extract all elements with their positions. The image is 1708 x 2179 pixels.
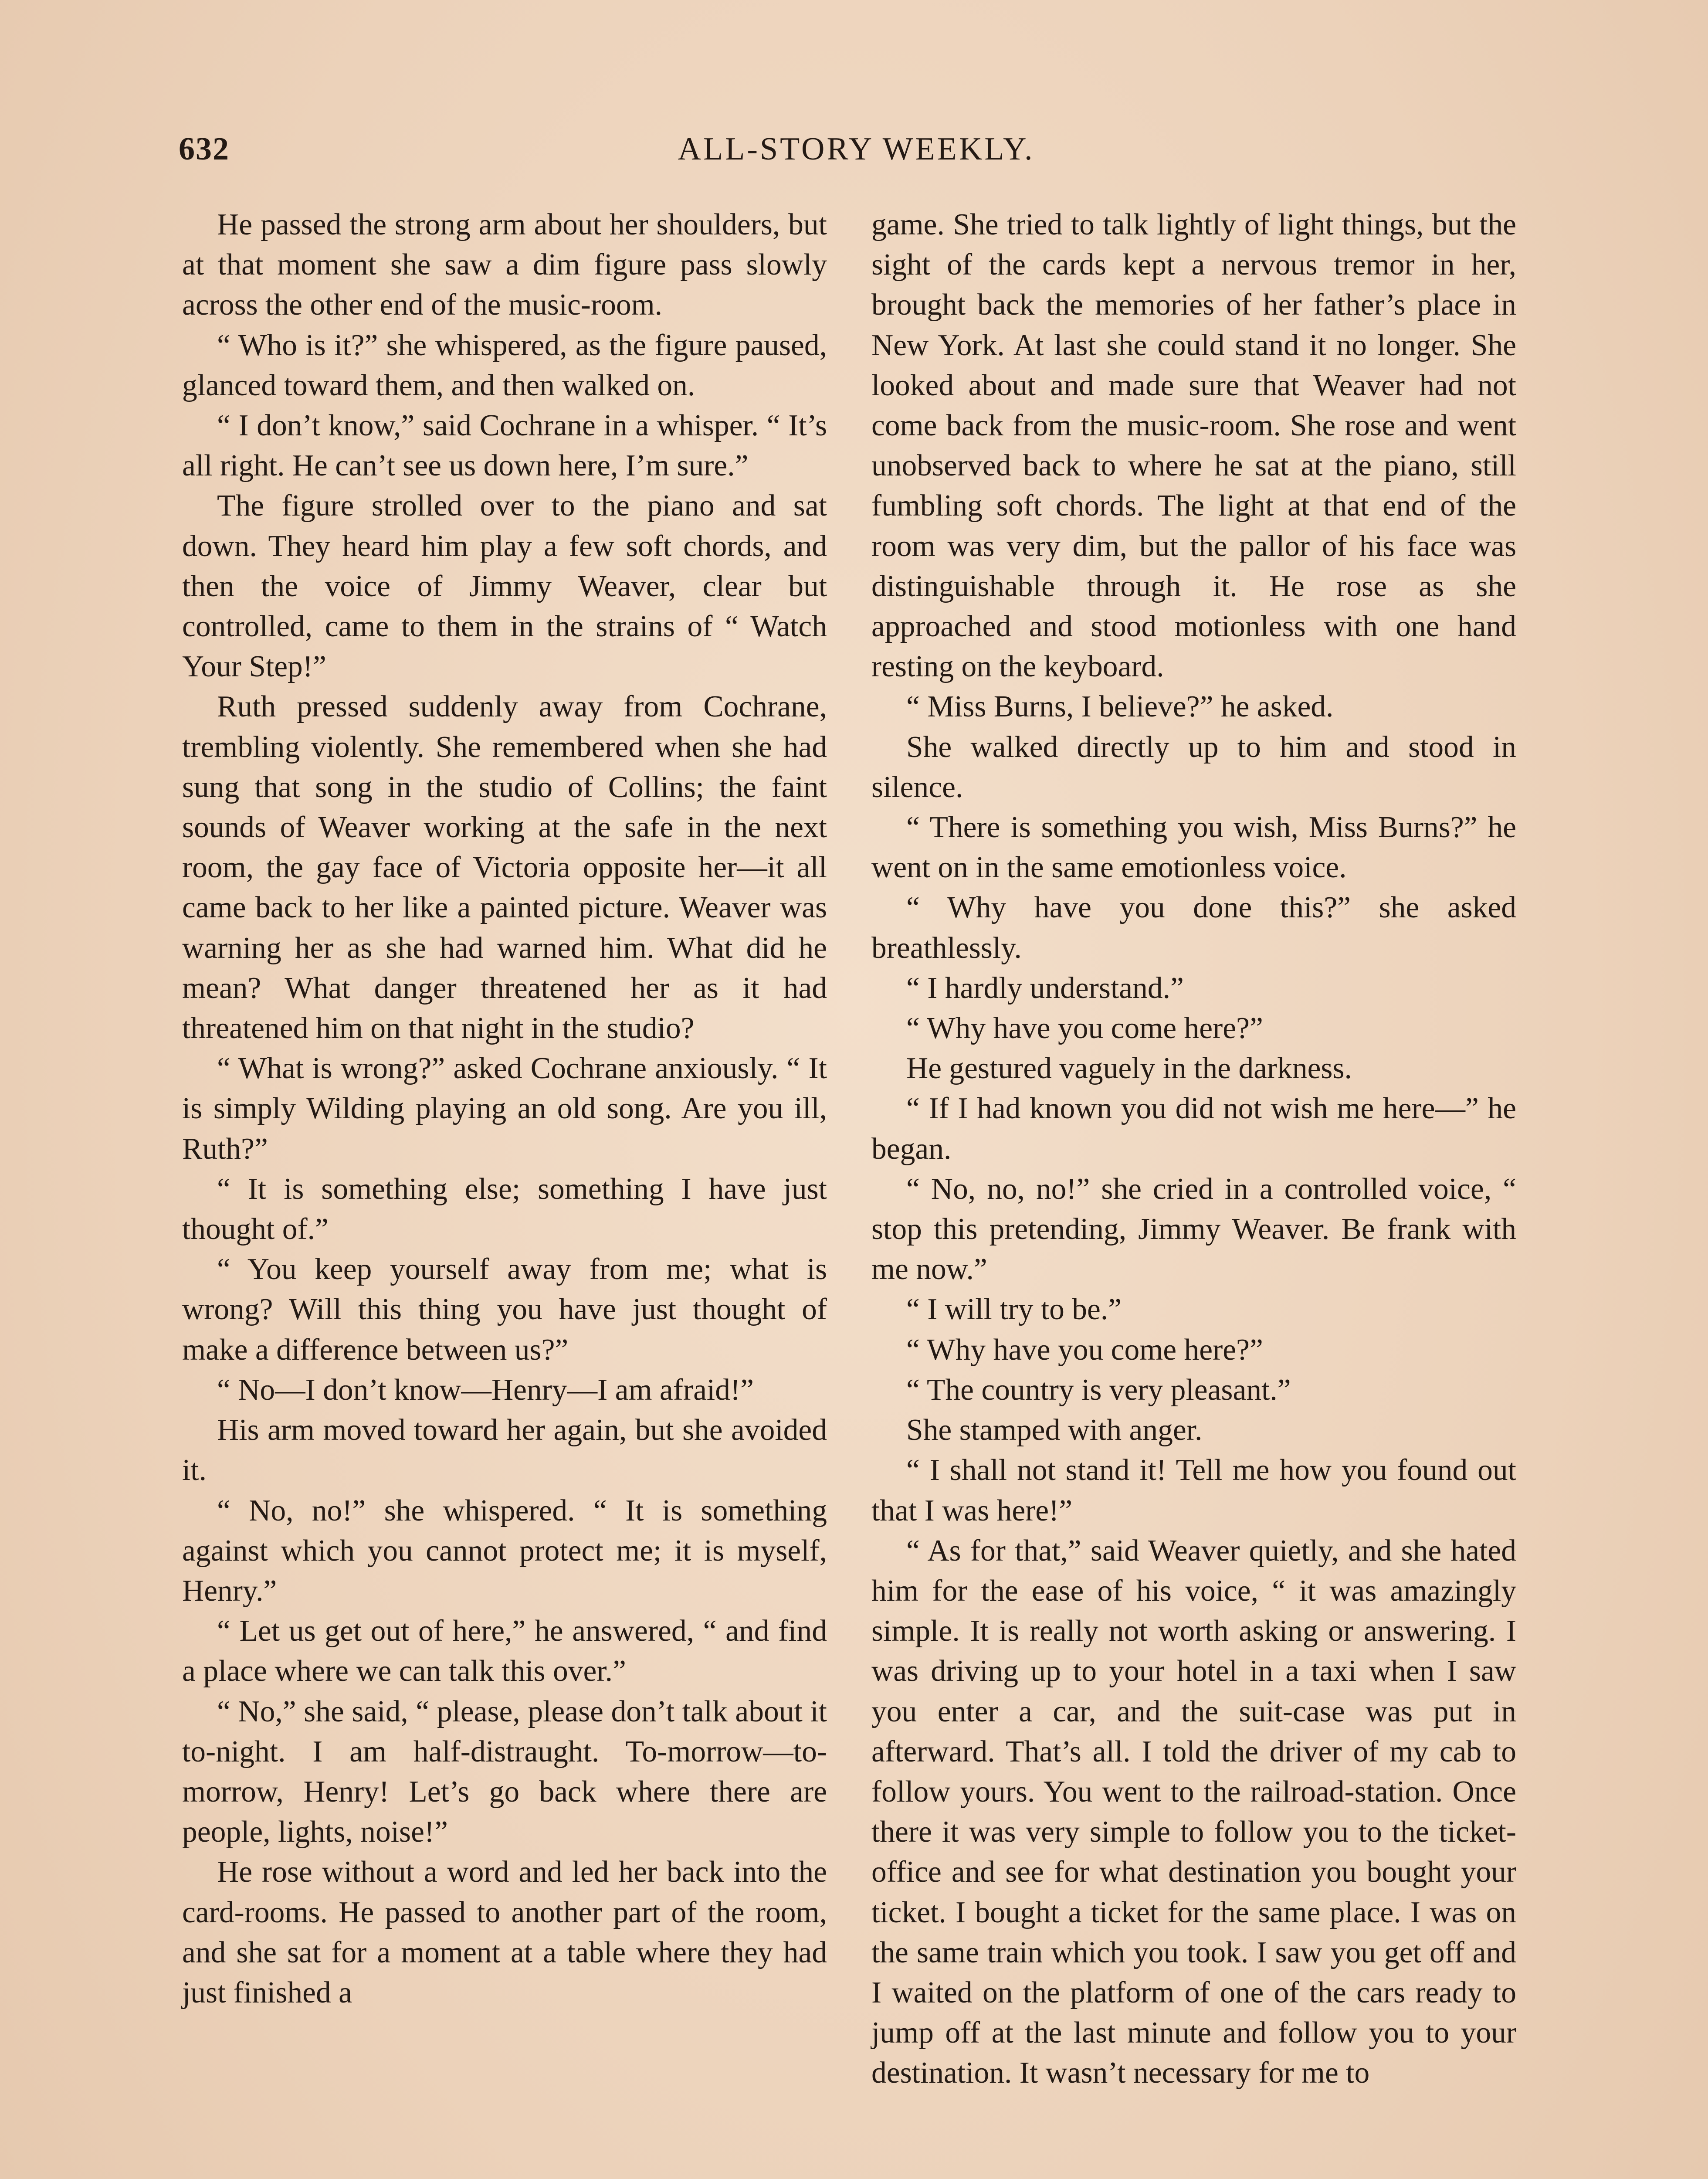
paragraph: His arm moved toward her again, but she avoided it. (182, 1413, 827, 1487)
paragraph: He gestured vaguely in the darkness. (906, 1052, 1352, 1086)
paragraph: “ Why have you come here?” (906, 1333, 1263, 1367)
paragraph: “ I shall not stand it! Tell me how you found out that I was here!” (871, 1453, 1516, 1527)
paragraph: “ No, no, no!” she cried in a controlled voice, “ stop this pretending, Jimmy Weaver. Be frank with me now.” (871, 1172, 1516, 1286)
paragraph: “ You keep yourself away from me; what is wrong? Will this thing you have just thought of make a difference between us?” (182, 1252, 827, 1367)
paragraph: “ Who is it?” she whispered, as the figure paused, glanced toward them, and then walked on. (182, 328, 827, 402)
paragraph: He rose without a word and led her back into the card-rooms. He passed to another part of the room, and she sat for a moment at a table where they had just finished a (182, 1855, 827, 2009)
paragraph: “ There is something you wish, Miss Burns?” he went on in the same emotionless voice. (871, 811, 1516, 885)
paragraph: “ I don’t know,” said Cochrane in a whisper. “ It’s all right. He can’t see us down here, I’m sure.” (182, 409, 827, 483)
paragraph: “ I hardly understand.” (906, 971, 1184, 1005)
running-head (179, 131, 1534, 179)
paragraph: “ I will try to be.” (906, 1293, 1122, 1327)
paragraph: The figure strolled over to the piano and sat down. They heard him play a few soft chords, and then the voice of Jimmy Weaver, clear but controlled, came to them in the strains of “ Watch Your Step!” (182, 489, 827, 684)
paragraph: She walked directly up to him and stood in silence. (871, 730, 1516, 804)
paragraph: “ No, no!” she whispered. “ It is something against which you cannot protect me; it is myself, Henry.” (182, 1493, 827, 1608)
paragraph: “ Miss Burns, I believe?” he asked. (906, 690, 1334, 724)
paragraph: “ No,” she said, “ please, please don’t talk about it to-night. I am half-distraught. To-morrow—to-morrow, Henry! Let’s go back where there are people, lights, noise!” (182, 1694, 827, 1849)
paragraph: “ Why have you done this?” she asked breathlessly. (871, 891, 1516, 965)
paragraph: “ The country is very pleasant.” (906, 1373, 1291, 1407)
page-number: 632 (179, 131, 230, 167)
paragraph: She stamped with anger. (906, 1413, 1203, 1447)
paragraph: “ What is wrong?” asked Cochrane anxiously. “ It is simply Wilding playing an old song. Are you ill, Ruth?” (182, 1052, 827, 1166)
paragraph: “ As for that,” said Weaver quietly, and she hated him for the ease of his voice, “ it was amazingly simple. It is really not worth asking or answering. I was driving up to your hotel in a taxi when I saw you enter a car, and the suit-case was put in afterward. That’s all. I told the driver of my cab to follow yours. You went to the railroad-station. Once there it was very simple to follow you to the ticket-office and see for what destination you bought your ticket. I bought a ticket for the same place. I was on the same train which you took. I saw you get off and I waited on the platform of one of the cars ready to jump off at the last minute and follow you to your destination. It wasn’t necessary for me to (871, 1534, 1516, 2090)
paragraph: “ If I had known you did not wish me here—” he began. (871, 1092, 1516, 1166)
right-text-column (871, 205, 1516, 2094)
paragraph: “ Why have you come here?” (906, 1011, 1263, 1045)
left-text-column (182, 205, 827, 2013)
paragraph: “ Let us get out of here,” he answered, “ and find a place where we can talk this over.” (182, 1614, 827, 1688)
paragraph: “ It is something else; something I have just thought of.” (182, 1172, 827, 1246)
paragraph: Ruth pressed suddenly away from Cochrane, trembling violently. She remembered when she had sung that song in the studio of Collins; the faint sounds of Weaver working at the safe in the next room, the gay face of Victoria opposite her—it all came back to her like a painted picture. Weaver was warning her as she had warned him. What did he mean? What danger threatened her as it had threatened him on that night in the studio? (182, 690, 827, 1045)
paragraph: “ No—I don’t know—Henry—I am afraid!” (217, 1373, 754, 1407)
paragraph: game. She tried to talk lightly of light things, but the sight of the cards kept a nervous tremor in her, brought back the memories of her father’s place in New York. At last she could stand it no longer. She looked about and made sure that Weaver had not come back from the music-room. She rose and went unobserved back to where he sat at the piano, still fumbling soft chords. The light at that end of the room was very dim, but the pallor of his face was distinguishable through it. He rose as she approached and stood motionless with one hand resting on the keyboard. (871, 208, 1516, 684)
paragraph: He passed the strong arm about her shoulders, but at that moment she saw a dim figure pass slowly across the other end of the music-room. (182, 208, 827, 322)
magazine-title: ALL-STORY WEEKLY. (678, 131, 1035, 167)
